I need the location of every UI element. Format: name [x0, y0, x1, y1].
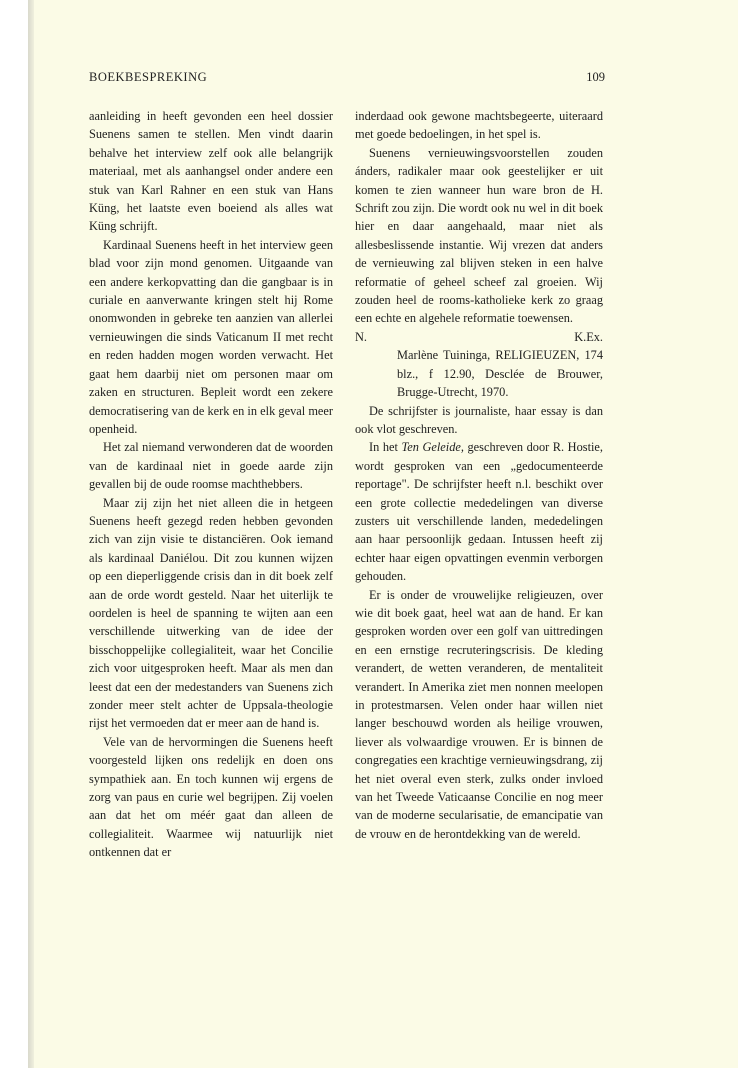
paragraph-text: geschreven door R. Hostie, wordt gesproken van een „gedocumenteerde reportage". De schrijfster heeft n.l. beschikt over een grote collectie mededelingen van diverse zusters uit verschillende landen, mededelingen aan haar persoonlijk gedaan. Intussen heeft zij echter haar eigen opvattingen evenmin verborgen gehouden.	[355, 440, 603, 584]
signature-initial: N.	[355, 329, 368, 344]
signature-reviewer: K.Ex.	[574, 329, 603, 344]
left-column	[89, 107, 333, 862]
page-number: 109	[586, 70, 605, 84]
left-paragraph-5: Vele van de hervormingen die Suenens heeft voorgesteld lijken ons redelijk en doen ons sympathiek aan. En toch kunnen wij ergens de zorg van paus en curie wel begrijpen. Zij voelen aan dat het om méér gaat dan alleen de collegialiteit. Waarmee wij natuurlijk niet ontkennen dat er	[89, 734, 333, 860]
left-paragraph-2: Kardinaal Suenens heeft in het interview geen blad voor zijn mond genomen. Uitgaande van een andere kerkopvatting dan die gangbaar is in curiale en aanverwante kringen stelt hij Rome onomwonden in gebreke ten aanzien van allerlei vernieuwingen die sinds Vaticanum II met recht en reden hadden mogen worden verwacht. Het gaat hem daarbij niet om personen maar om zaken en structuren. Bepleit wordt een zekere democratisering van de kerk en in elk geval meer openheid.	[89, 237, 333, 436]
left-paragraph-1: aanleiding in heeft gevonden een heel dossier Suenens samen te stellen. Men vindt daarin behalve het interview zelf ook alle belangrijk materiaal, met als aanhangsel onder andere een stuk van Karl Rahner en een stuk van Hans Küng, het laatste even boeiend als alles wat Küng schrijft.	[89, 109, 333, 234]
running-head	[89, 70, 605, 90]
review-signature	[355, 328, 603, 346]
section-title: BOEKBESPREKING	[89, 70, 208, 84]
right-paragraph-3: De schrijfster is journaliste, haar essay is dan ook vlot geschreven.	[355, 403, 603, 436]
book-section-title: Ten Geleide,	[401, 440, 464, 455]
right-column	[355, 107, 603, 843]
paragraph-text: In het	[369, 440, 402, 455]
right-paragraph-2: Suenens vernieuwingsvoorstellen zouden ánders, radikaler maar ook geestelijker er uit komen te zien wanneer hun ware bron de H. Schrift zou zijn. Die wordt ook nu wel in dit boek hier en daar aangehaald, maar niet als allesbeslissende instantie. Wij vrezen dat anders de vernieuwing zal blijven steken in een halve reformatie of geheel scheef zal groeien. Wij zouden heel de rooms-katholieke kerk zo graag een echte en algehele reformatie toewensen.	[355, 145, 603, 326]
left-paragraph-3: Het zal niemand verwonderen dat de woorden van de kardinaal niet in goede aarde zijn gevallen bij de oude roomse machthebbers.	[89, 440, 333, 492]
right-paragraph-5: Er is onder de vrouwelijke religieuzen, over wie dit boek gaat, heel wat aan de hand. Er kan gesproken worden over een golf van uittredingen en een ernstige recruteringscrisis. De kleding verandert, de wetten veranderen, de mentaliteit verandert. In Amerika ziet men nonnen meelopen in protestmarsen. Velen onder haar willen niet langer beschouwd worden als heilige vrouwen, liever als volwaardige vrouwen. Er is binnen de congregaties een krachtige vernieuwingsdrang, zij het niet overal even sterk, zulks onder invloed van het Tweede Vaticaanse Concilie en nog meer van de moderne secularisatie, de emancipatie van de vrouw en de herontdekking van de wereld.	[355, 587, 603, 841]
right-paragraph-1: inderdaad ook gewone machtsbegeerte, uiteraard met goede bedoelingen, in het spel is.	[355, 109, 603, 142]
left-paragraph-4: Maar zij zijn het niet alleen die in hetgeen Suenens heeft gezegd reden hebben gevonden zich van zijn visie te distanciëren. Ook iemand als kardinaal Daniélou. Dit zou kunnen wijzen op een dieperliggende crisis dan in dit boek zelf aan de orde wordt gesteld. Naar het uiterlijk te oordelen is heel de spanning te wijten aan een verschillende uitwerking van de idee der bisschoppelijke collegialiteit, waar het Concilie zich voor uitgesproken heeft. Maar als men dan leest dat een der medestanders van Suenens zich zonder meer stelt achter de Uppsala-theologie rijst het vermoeden dat er meer aan de hand is.	[89, 495, 333, 731]
bibliographic-entry: Marlène Tuininga, RELIGIEUZEN, 174 blz., f 12.90, Desclée de Brouwer, Brugge-Utrecht, 1970.	[397, 348, 603, 400]
right-paragraph-4	[355, 438, 603, 585]
